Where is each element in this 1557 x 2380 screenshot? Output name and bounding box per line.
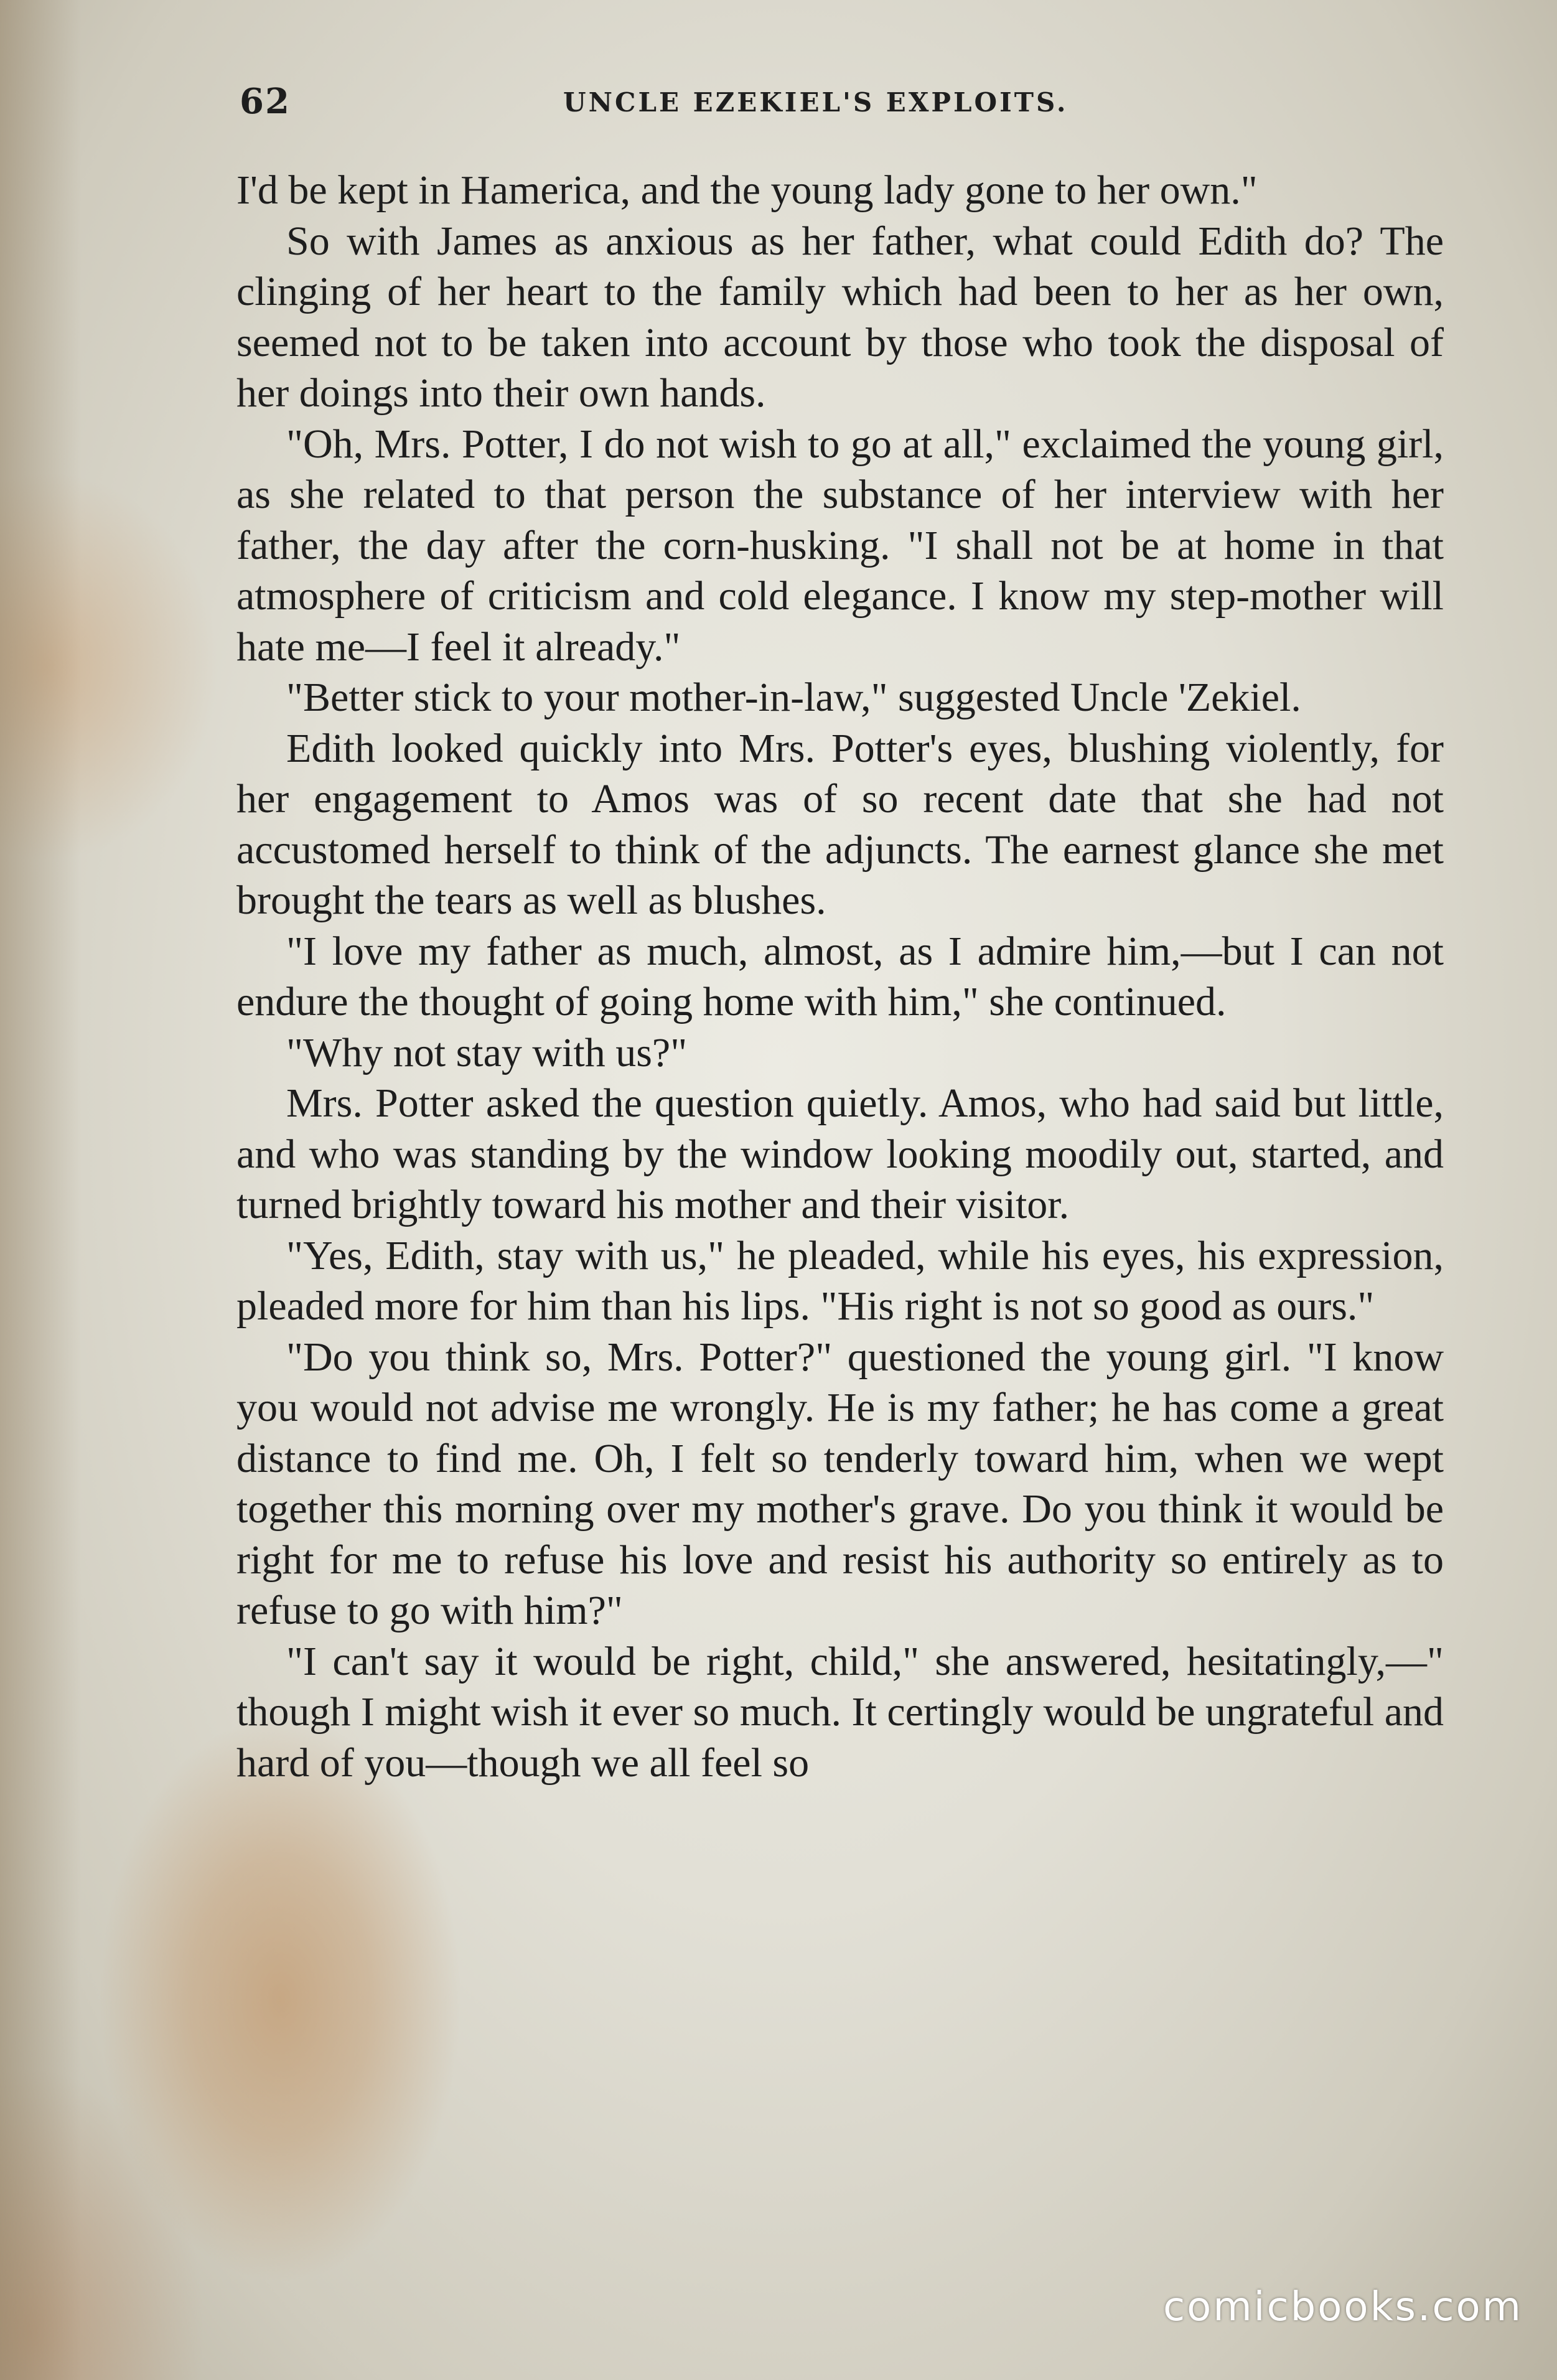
page-edge-shadow xyxy=(0,0,81,2380)
paragraph: Mrs. Potter asked the question quietly. Amos, who had said but little, and who was standing by the window looking moodily out, started, and turned brightly toward his mother and their visitor. xyxy=(236,1080,1444,1227)
paragraph: "Oh, Mrs. Potter, I do not wish to go at all," exclaimed the young girl, as she related to that person the substance of her interview with her father, the day after the corn-husking. "I shall not be at home in that atmosphere of criticism and cold elegance. I know my step-mother will hate me—I feel it already." xyxy=(236,421,1444,670)
paragraph: "I can't say it would be right, child," she answered, hesitatingly,—" though I might wish it ever so much. It certingly would be ungrateful and hard of you—though we all feel so xyxy=(236,1638,1444,1786)
page-header xyxy=(240,81,1441,137)
paragraph: "Yes, Edith, stay with us," he pleaded, while his eyes, his expression, pleaded more for him than his lips. "His right is not so good as ours." xyxy=(236,1232,1444,1329)
paragraph: "I love my father as much, almost, as I admire him,—but I can not endure the thought of going home with him," she continued. xyxy=(236,928,1444,1024)
paragraph: "Better stick to your mother-in-law," suggested Uncle 'Zekiel. xyxy=(286,675,1301,720)
page-number: 62 xyxy=(240,81,291,122)
site-watermark: comicbooks.com xyxy=(1162,2284,1523,2330)
body-text xyxy=(236,165,1444,1788)
running-title: UNCLE EZEKIEL'S EXPLOITS. xyxy=(563,87,1068,118)
paragraph: "Why not stay with us?" xyxy=(286,1029,688,1075)
paragraph: I'd be kept in Hamerica, and the young lady gone to her own." xyxy=(236,167,1258,213)
paragraph: So with James as anxious as her father, what could Edith do? The clinging of her heart to the family which had been to her as her own, seemed not to be taken into account by those who took the disposal of her doings into their own hands. xyxy=(236,218,1444,416)
paragraph: "Do you think so, Mrs. Potter?" questioned the young girl. "I know you would not advise me wrongly. He is my father; he has come a great distance to find me. Oh, I felt so tenderly toward him, when we wept together this morning over my mother's grave. Do you think it would be right for me to refuse his love and resist his authority so entirely as to refuse to go with him?" xyxy=(236,1334,1444,1633)
paragraph: Edith looked quickly into Mrs. Potter's eyes, blushing violently, for her engagement to Amos was of so recent date that she had not accustomed herself to think of the adjuncts. The earnest glance she met brought the tears as well as blushes. xyxy=(236,725,1444,923)
